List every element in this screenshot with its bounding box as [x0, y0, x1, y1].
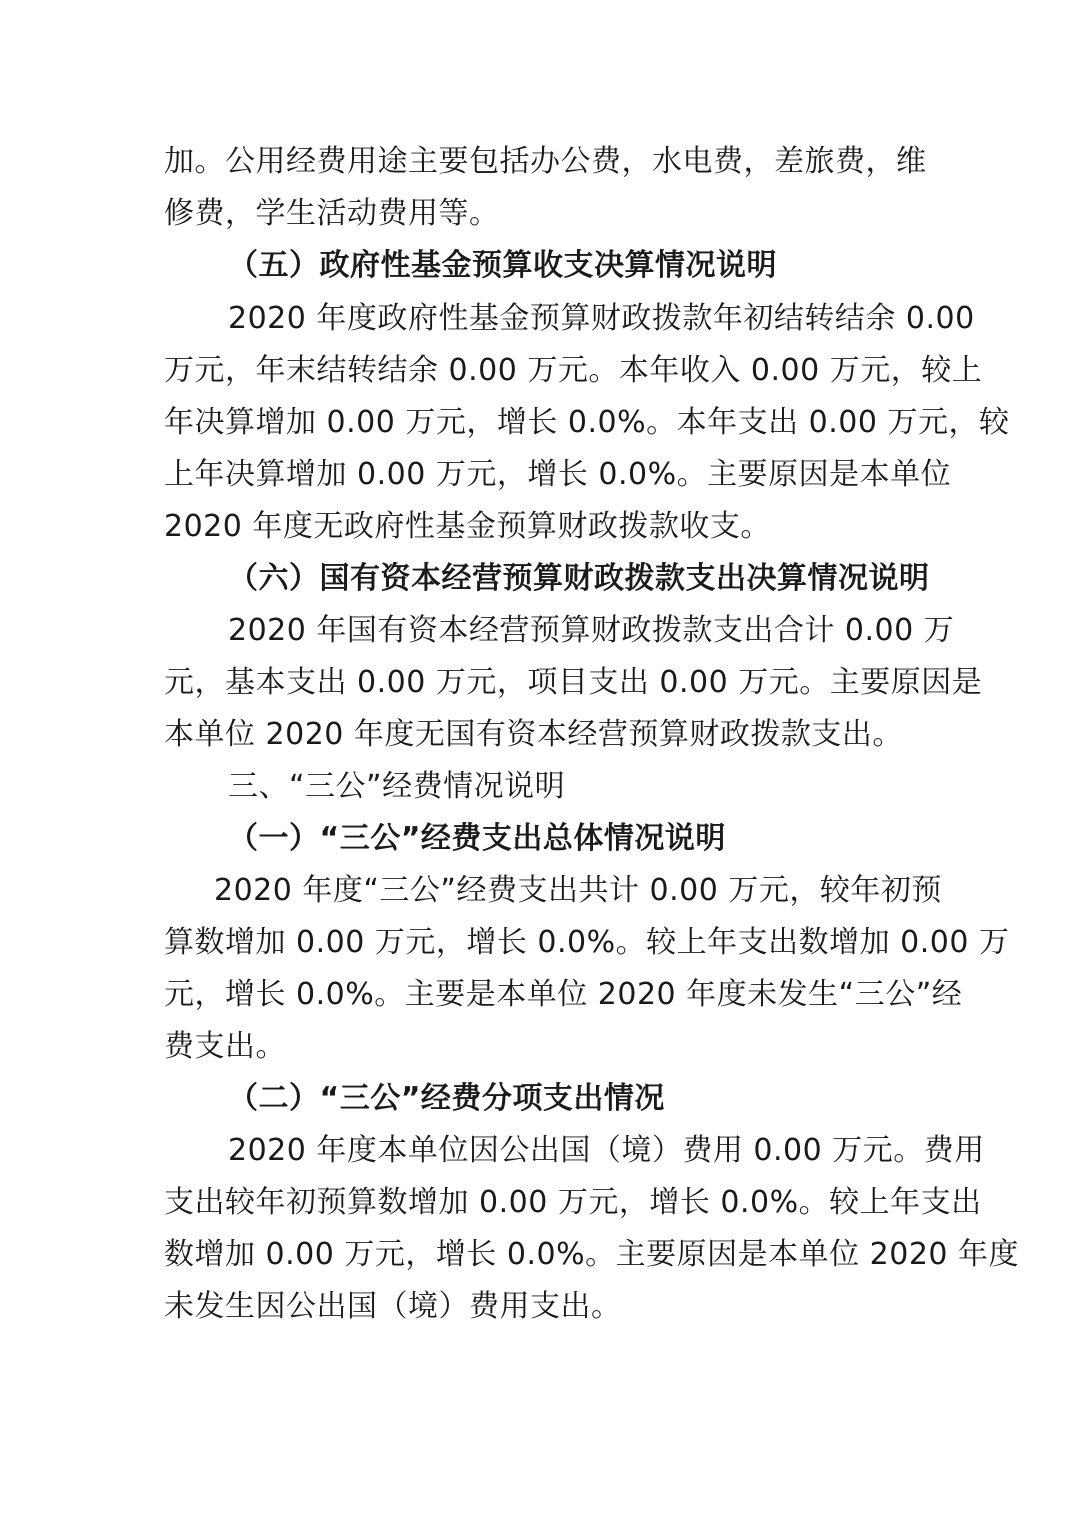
- paragraph-line: 未发生因公出国（境）费用支出。: [164, 1289, 622, 1324]
- chapter-heading: 三、“三公”经费情况说明: [228, 769, 566, 804]
- paragraph-line: 年决算增加 0.00 万元，增长 0.0%。本年支出 0.00 万元，较: [164, 405, 1010, 440]
- paragraph-line: 2020 年度本单位因公出国（境）费用 0.00 万元。费用: [228, 1133, 985, 1168]
- paragraph-line: 本单位 2020 年度无国有资本经营预算财政拨款支出。: [164, 717, 903, 752]
- paragraph-line: 2020 年度政府性基金预算财政拨款年初结转结余 0.00: [228, 301, 975, 336]
- paragraph-line: 2020 年国有资本经营预算财政拨款支出合计 0.00 万: [228, 613, 955, 648]
- paragraph-line: 2020 年度“三公”经费支出共计 0.00 万元，较年初预: [214, 873, 942, 908]
- section-heading: （二）“三公”经费分项支出情况: [228, 1081, 665, 1116]
- paragraph-line: 上年决算增加 0.00 万元，增长 0.0%。主要原因是本单位: [164, 457, 952, 492]
- section-heading: （六）国有资本经营预算财政拨款支出决算情况说明: [228, 561, 930, 596]
- paragraph-line: 万元，年末结转结余 0.00 万元。本年收入 0.00 万元，较上: [164, 353, 983, 388]
- paragraph-line: 元，增长 0.0%。主要是本单位 2020 年度未发生“三公”经: [164, 977, 963, 1012]
- paragraph-line: 加。公用经费用途主要包括办公费，水电费，差旅费，维: [164, 144, 927, 179]
- paragraph-line: 2020 年度无政府性基金预算财政拨款收支。: [164, 509, 771, 544]
- section-heading: （一）“三公”经费支出总体情况说明: [228, 821, 726, 856]
- paragraph-line: 修费，学生活动费用等。: [164, 196, 500, 231]
- paragraph-line: 数增加 0.00 万元，增长 0.0%。主要原因是本单位 2020 年度: [164, 1237, 1020, 1272]
- paragraph-line: 元，基本支出 0.00 万元，项目支出 0.00 万元。主要原因是: [164, 665, 983, 700]
- paragraph-line: 支出较年初预算数增加 0.00 万元，增长 0.0%。较上年支出: [164, 1185, 982, 1220]
- paragraph-line: 算数增加 0.00 万元，增长 0.0%。较上年支出数增加 0.00 万: [164, 925, 1010, 960]
- section-heading: （五）政府性基金预算收支决算情况说明: [228, 248, 777, 283]
- paragraph-line: 费支出。: [164, 1029, 286, 1064]
